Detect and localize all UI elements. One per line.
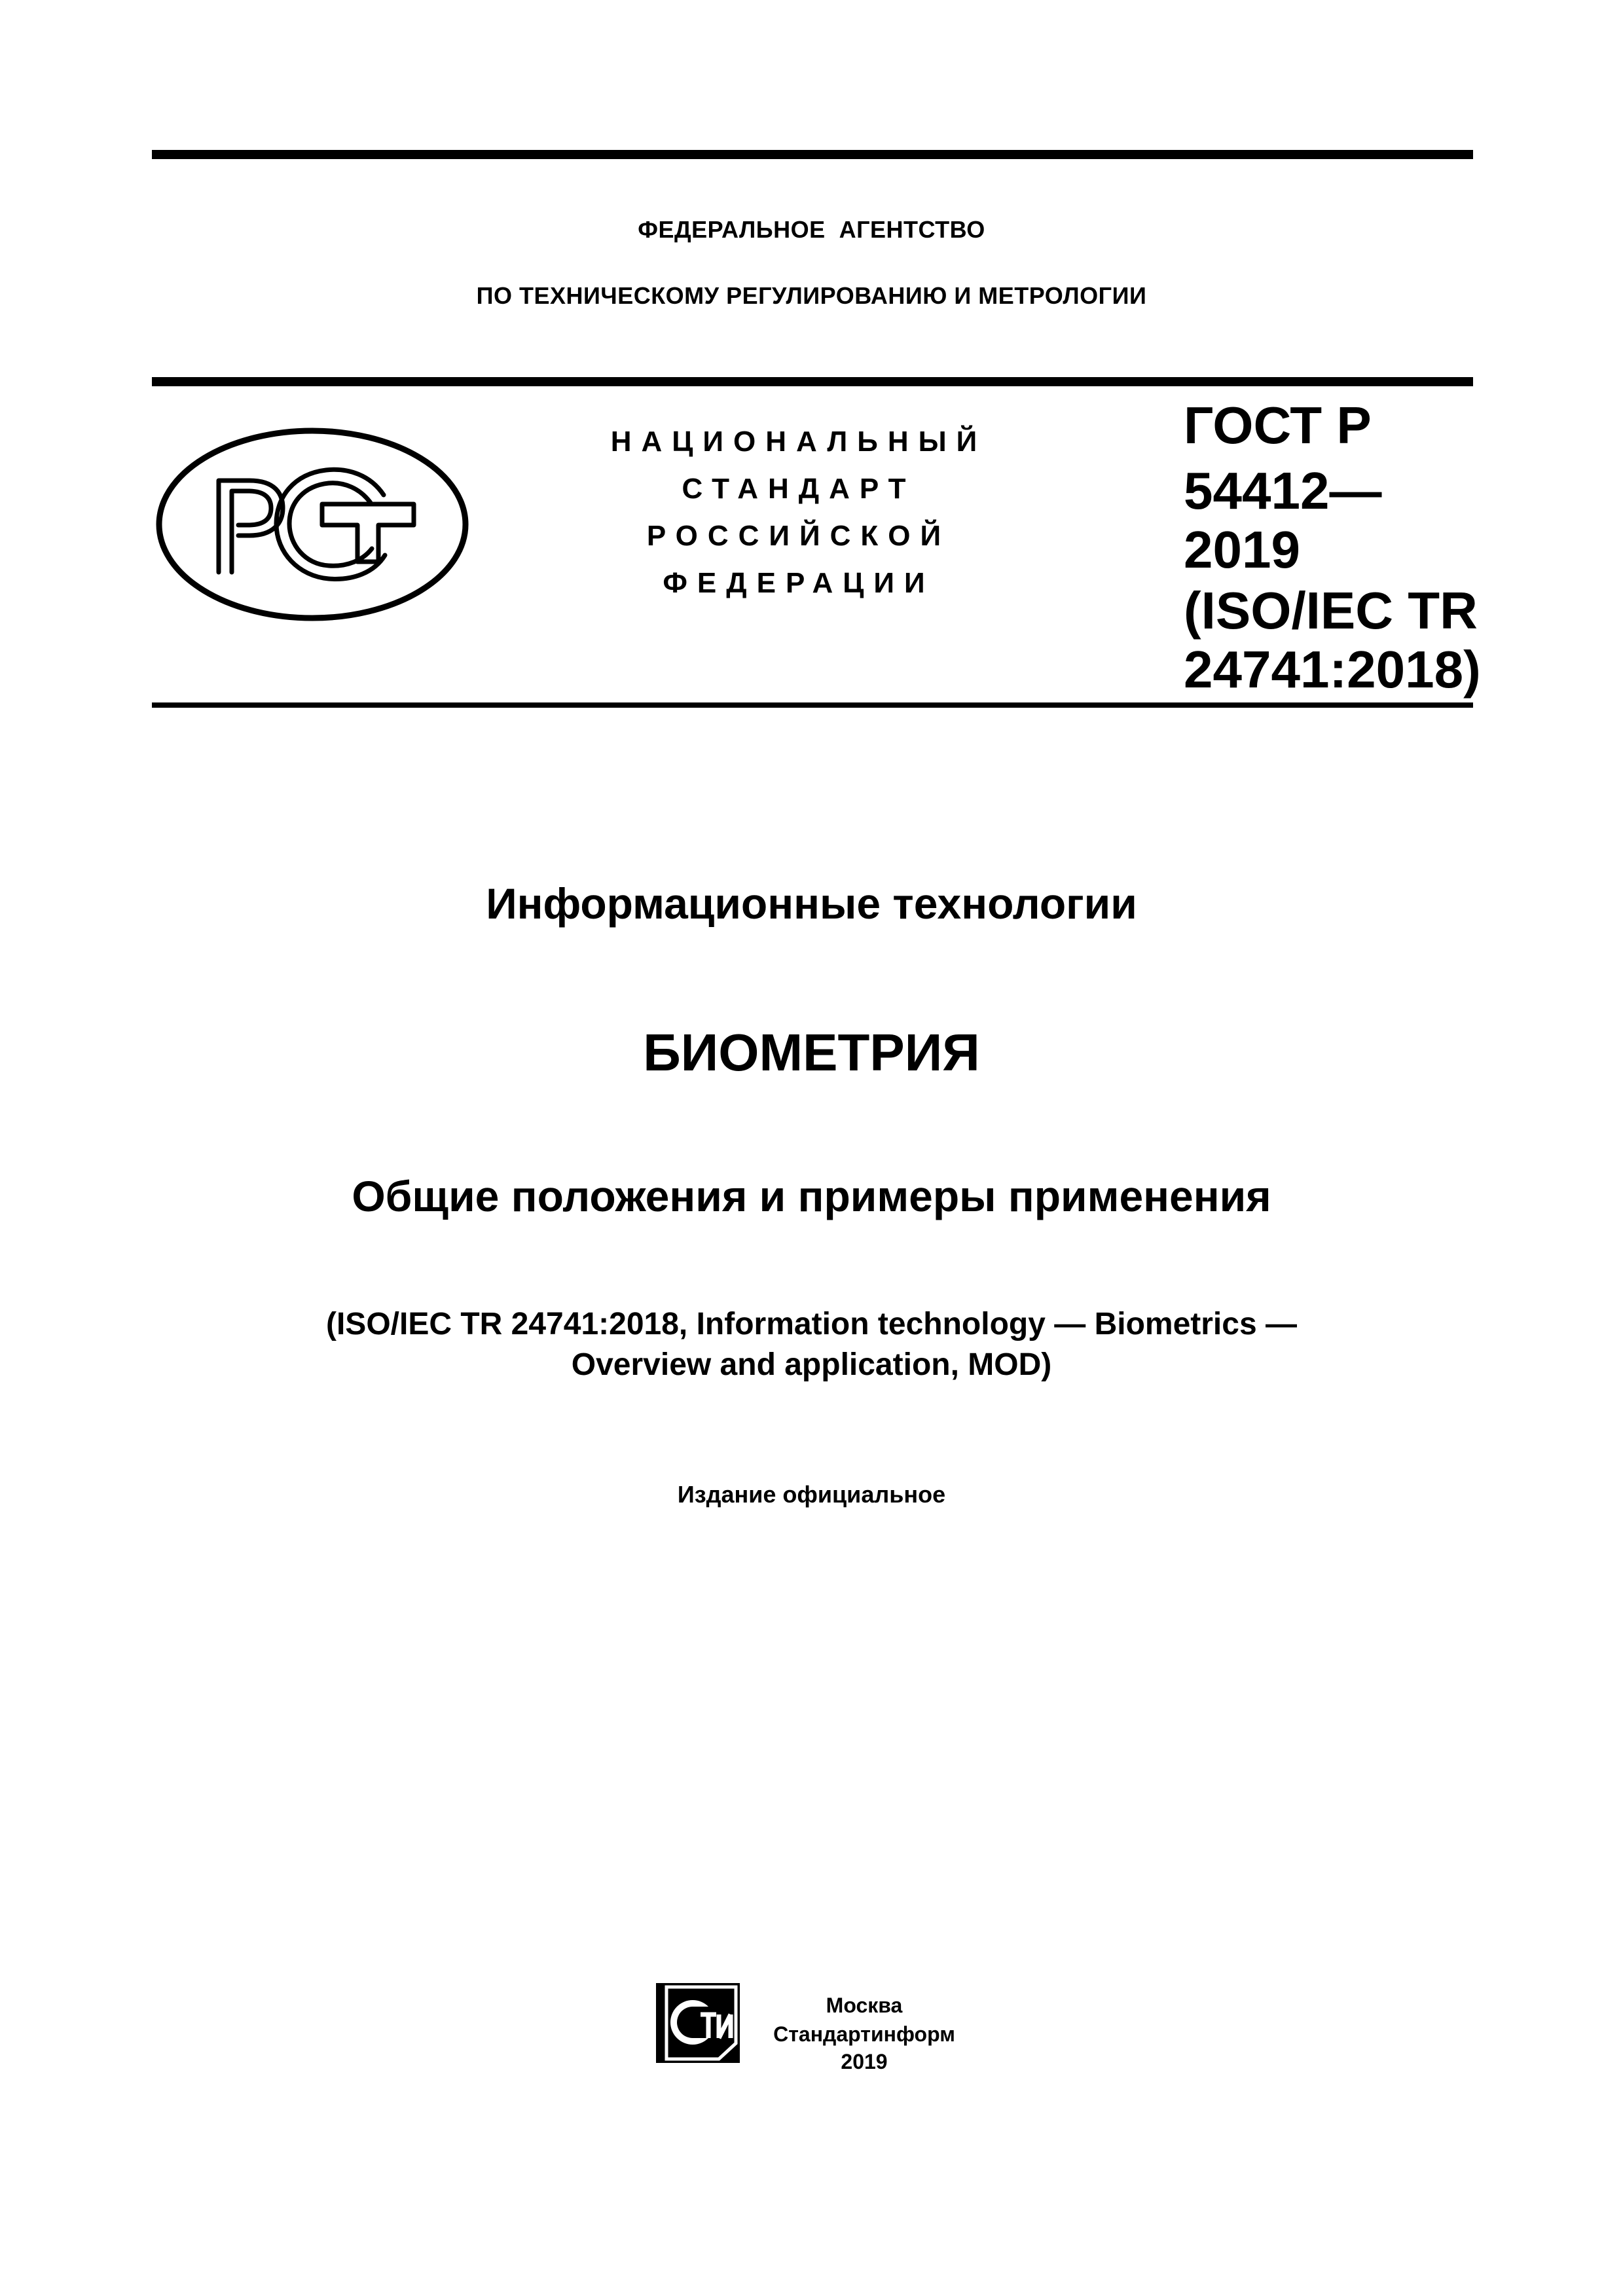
designation-line-3: 2019 bbox=[1184, 520, 1300, 579]
rst-logo bbox=[155, 427, 470, 622]
subtitle: Общие положения и примеры применения bbox=[352, 1172, 1271, 1220]
international-reference-line-1: (ISO/IEC TR 24741:2018, Information technology — Biometrics — bbox=[325, 1307, 1297, 1341]
category-title: Информационные технологии bbox=[486, 879, 1137, 928]
standard-type-line-3: РОССИЙСКОЙ bbox=[646, 520, 951, 552]
standard-block-top-rule bbox=[152, 377, 1473, 386]
standard-type-line-2: СТАНДАРТ bbox=[682, 473, 916, 505]
designation-line-1: ГОСТ Р bbox=[1184, 396, 1372, 454]
standard-type-line-1: НАЦИОНАЛЬНЫЙ bbox=[610, 426, 987, 458]
standard-type-line-4: ФЕДЕРАЦИИ bbox=[663, 567, 935, 599]
publisher-name: Стандартинформ bbox=[773, 2022, 955, 2046]
international-reference-line-2: Overview and application, MOD) bbox=[571, 1347, 1052, 1382]
edition-label: Издание официальное bbox=[677, 1481, 946, 1508]
standard-block-bottom-rule bbox=[152, 702, 1473, 708]
main-title: БИОМЕТРИЯ bbox=[643, 1023, 980, 1082]
designation-line-4: (ISO/IEC TR bbox=[1184, 581, 1478, 640]
agency-line-1: ФЕДЕРАЛЬНОЕ АГЕНТСТВО bbox=[638, 216, 985, 243]
publisher-city: Москва bbox=[826, 1994, 903, 2017]
designation-line-2: 54412— bbox=[1184, 462, 1382, 520]
agency-line-2: ПО ТЕХНИЧЕСКОМУ РЕГУЛИРОВАНИЮ И МЕТРОЛОГИИ bbox=[476, 282, 1147, 309]
designation-line-5: 24741:2018) bbox=[1184, 640, 1481, 699]
publisher-year: 2019 bbox=[841, 2050, 888, 2073]
top-rule bbox=[152, 150, 1473, 159]
publisher-logo bbox=[653, 1980, 742, 2066]
